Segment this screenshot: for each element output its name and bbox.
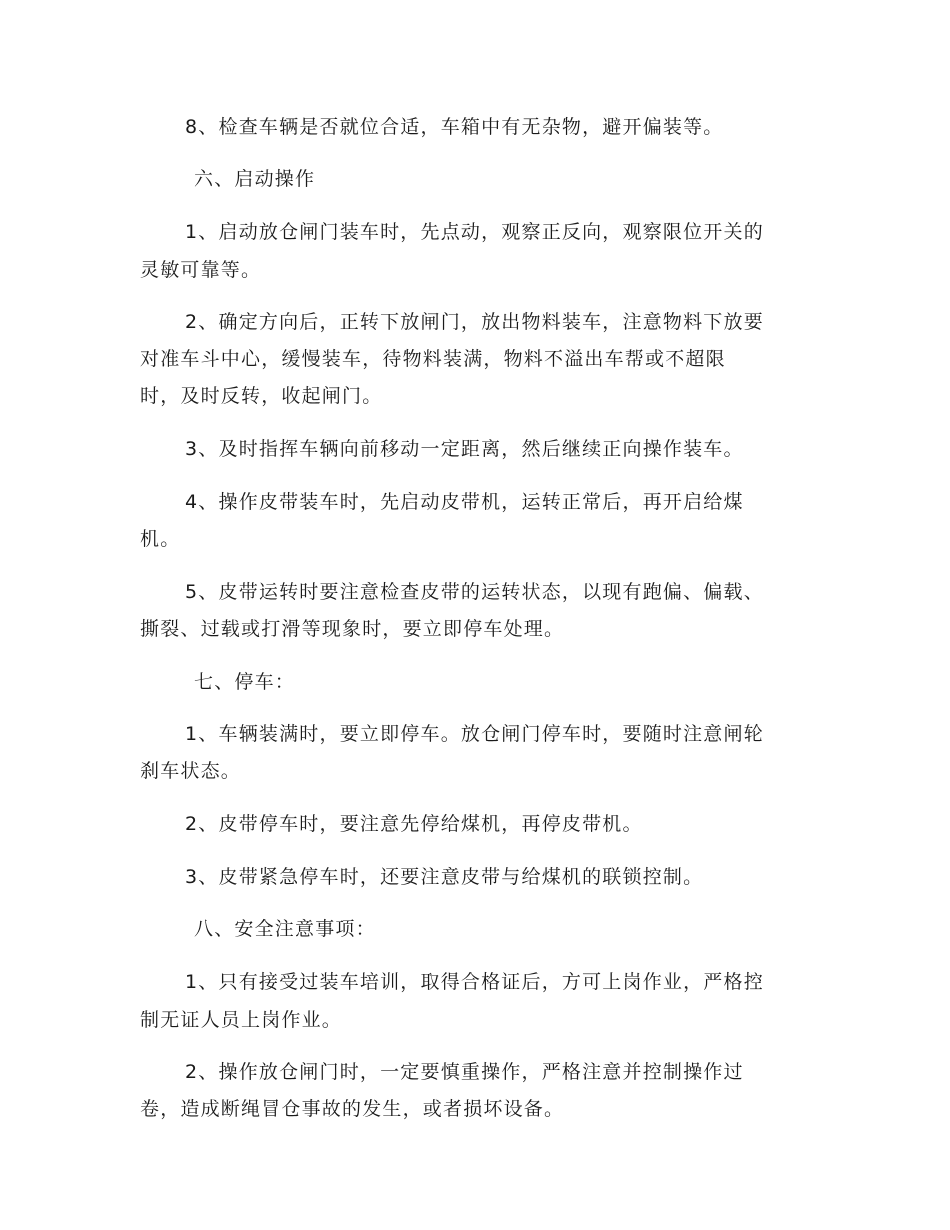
paragraph-6-3: 3、及时指挥车辆向前移动一定距离，然后继续正向操作装车。 — [185, 438, 744, 460]
paragraph-8-2-line-2: 卷，造成断绳冒仓事故的发生，或者损坏设备。 — [140, 1098, 565, 1120]
paragraph-6-2-line-3: 时，及时反转，收起闸门。 — [140, 385, 383, 407]
paragraph-6-4-line-1: 4、操作皮带装车时，先启动皮带机，运转正常后，再开启给煤 — [185, 491, 744, 513]
section-heading-8: 八、安全注意事项： — [194, 918, 376, 940]
paragraph-6-1-line-2: 灵敏可靠等。 — [140, 259, 262, 281]
paragraph-8-1-line-2: 制无证人员上岗作业。 — [140, 1009, 343, 1031]
paragraph-6-5-line-2: 撕裂、过载或打滑等现象时，要立即停车处理。 — [140, 618, 565, 640]
paragraph-6-4-line-2: 机。 — [140, 528, 181, 550]
section-heading-7: 七、停车： — [194, 671, 296, 693]
paragraph-6-5-line-1: 5、皮带运转时要注意检查皮带的运转状态，以现有跑偏、偏载、 — [185, 581, 764, 603]
paragraph-7-1-line-1: 1、车辆装满时，要立即停车。放仓闸门停车时，要随时注意闸轮 — [185, 723, 764, 745]
paragraph-8-2-line-1: 2、操作放仓闸门时，一定要慎重操作，严格注意并控制操作过 — [185, 1061, 744, 1083]
paragraph-8-1-line-1: 1、只有接受过装车培训，取得合格证后，方可上岗作业，严格控 — [185, 971, 764, 993]
paragraph-6-2-line-2: 对准车斗中心，缓慢装车，待物料装满，物料不溢出车帮或不超限 — [140, 348, 726, 370]
paragraph-6-1-line-1: 1、启动放仓闸门装车时，先点动，观察正反向，观察限位开关的 — [185, 221, 764, 243]
paragraph-8-check-vehicle: 8、检查车辆是否就位合适，车箱中有无杂物，避开偏装等。 — [185, 116, 724, 138]
paragraph-6-2-line-1: 2、确定方向后，正转下放闸门，放出物料装车，注意物料下放要 — [185, 311, 764, 333]
paragraph-7-2: 2、皮带停车时，要注意先停给煤机，再停皮带机。 — [185, 813, 643, 835]
paragraph-7-3: 3、皮带紧急停车时，还要注意皮带与给煤机的联锁控制。 — [185, 866, 704, 888]
paragraph-7-1-line-2: 刹车状态。 — [140, 760, 242, 782]
section-heading-6: 六、启动操作 — [194, 168, 316, 190]
